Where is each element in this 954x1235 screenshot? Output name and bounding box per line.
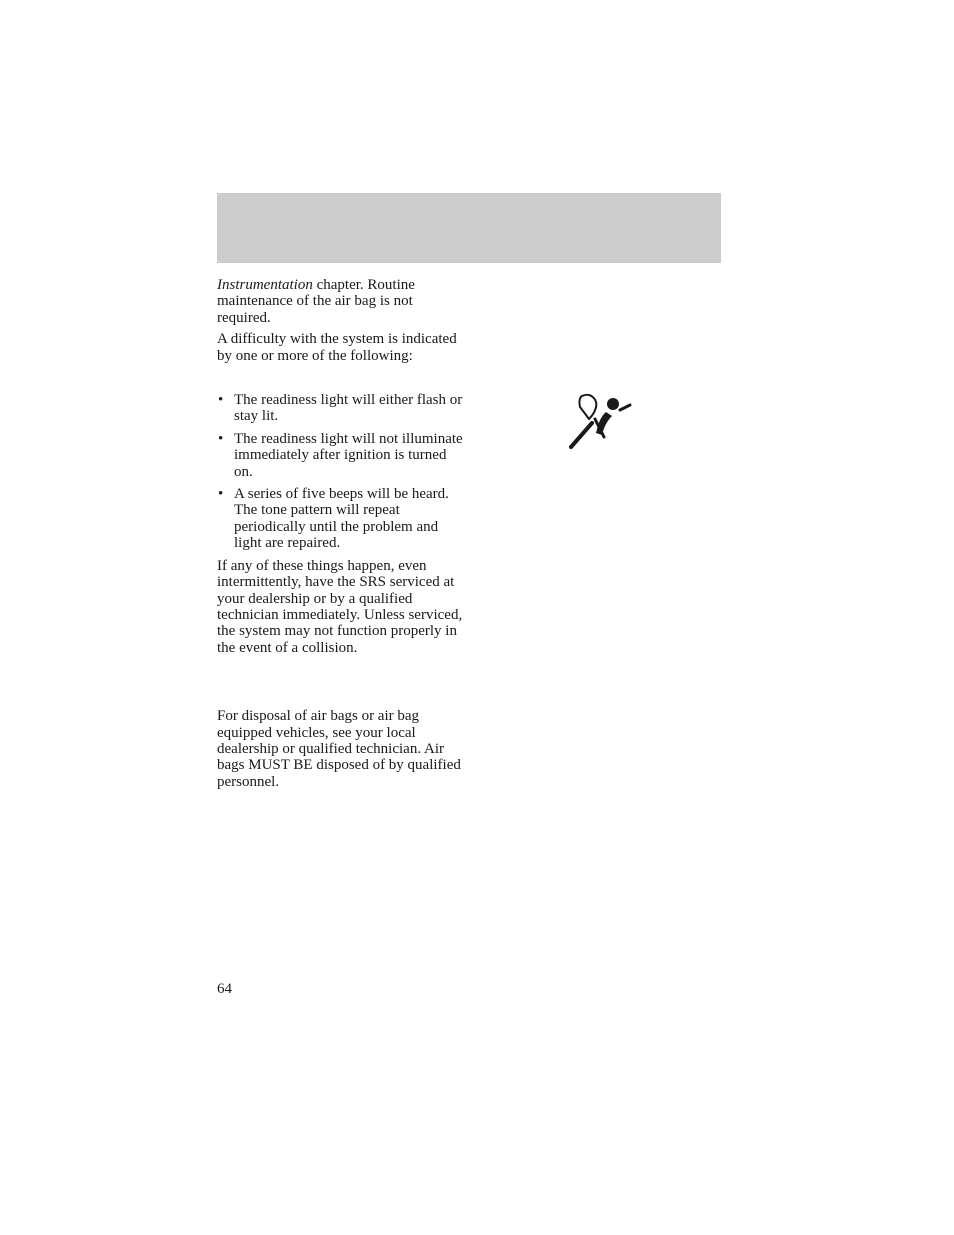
intro-paragraph [217, 277, 467, 326]
disposal-paragraph: For disposal of air bags or air bag equipped vehicles, see your local dealership or qualified technician. Air bags MUST BE disposed of by qualified personnel. [217, 708, 461, 790]
list-item [217, 431, 467, 480]
airbag-warning-icon [568, 393, 632, 451]
intro-text: chapter. Routine maintenance of the air bag is not required. [217, 277, 415, 326]
symptom-list [217, 392, 467, 552]
difficulty-paragraph: A difficulty with the system is indicated by one or more of the following: [217, 331, 457, 364]
list-item [217, 486, 467, 552]
service-paragraph: If any of these things happen, even intermittently, have the SRS serviced at your dealership or by a qualified technician immediately. Unless serviced, the system may not function properly in the event of a collision. [217, 557, 463, 656]
list-item-text: The readiness light will not illuminate immediately after ignition is turned on. [234, 430, 463, 480]
page-number: 64 [217, 981, 232, 997]
header-band [217, 193, 721, 263]
list-item-text: A series of five beeps will be heard. The tone pattern will repeat periodically until the problem and light are repaired. [234, 486, 449, 552]
list-item [217, 392, 467, 425]
content-column [217, 277, 467, 790]
bullet-icon: • [218, 392, 224, 409]
instrumentation-reference: Instrumentation [217, 277, 313, 293]
list-item-text: The readiness light will either flash or stay lit. [234, 392, 463, 425]
bullet-icon: • [218, 430, 224, 447]
bullet-icon: • [218, 486, 224, 503]
